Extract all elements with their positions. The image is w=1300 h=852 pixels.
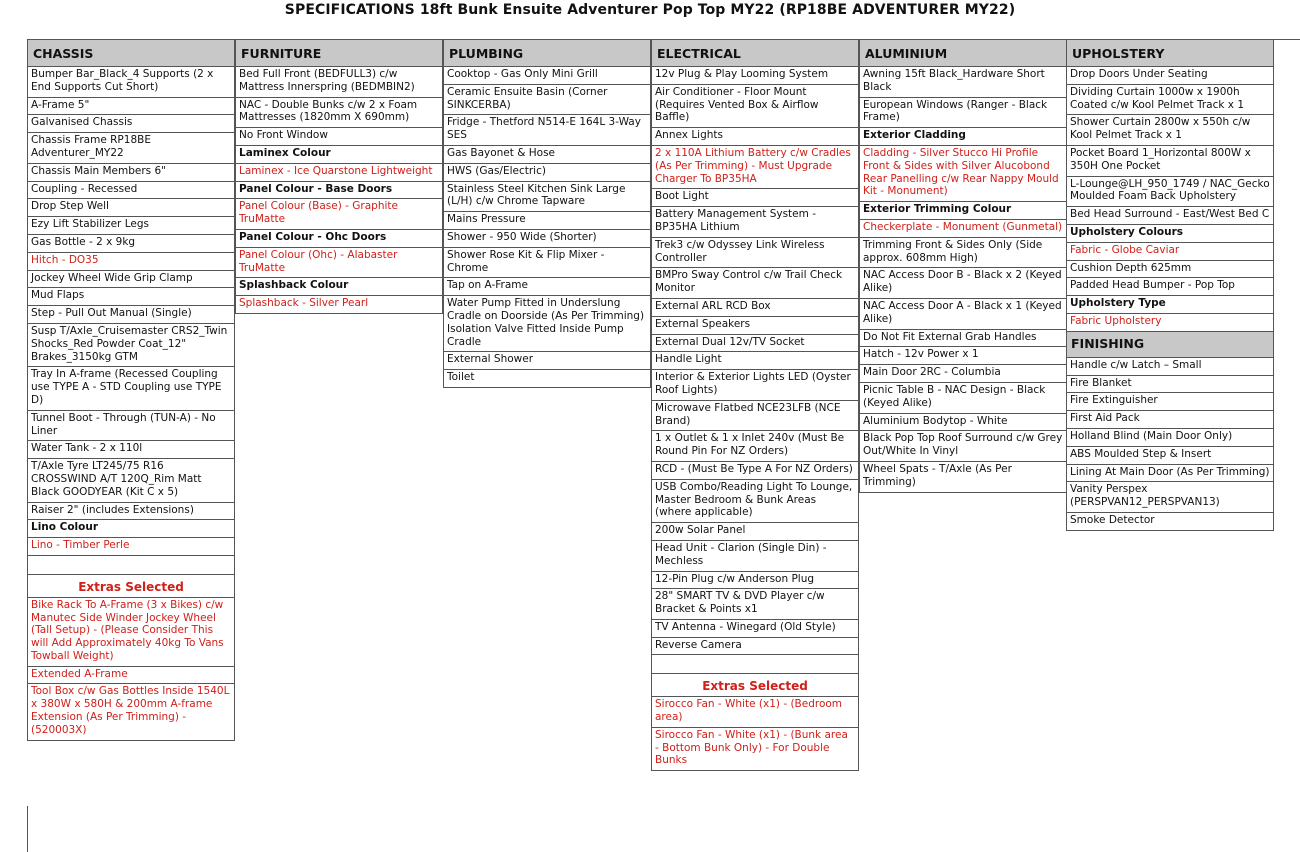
spec-item: Main Door 2RC - Columbia xyxy=(860,365,1066,383)
selected-option: Hitch - DO35 xyxy=(28,253,234,271)
selected-option: 2 x 110A Lithium Battery c/w Cradles (As Per Trimming) - Must Upgrade Charger To BP35HA xyxy=(652,146,858,189)
selected-option: Sirocco Fan - White (x1) - (Bunk area - Bottom Bunk Only) - For Double Bunks xyxy=(652,728,858,771)
spec-item: ABS Moulded Step & Insert xyxy=(1067,447,1273,465)
selected-option: Sirocco Fan - White (x1) - (Bedroom area) xyxy=(652,697,858,728)
spec-item: Microwave Flatbed NCE23LFB (NCE Brand) xyxy=(652,401,858,432)
spec-item: Mud Flaps xyxy=(28,288,234,306)
column-heading: FURNITURE xyxy=(236,39,442,67)
selected-option: Panel Colour (Ohc) - Alabaster TruMatte xyxy=(236,248,442,279)
spec-item: Water Tank - 2 x 110l xyxy=(28,441,234,459)
spec-item: Drop Step Well xyxy=(28,199,234,217)
spec-item: Lining At Main Door (As Per Trimming) xyxy=(1067,465,1273,483)
spec-item: Holland Blind (Main Door Only) xyxy=(1067,429,1273,447)
selected-option: Tool Box c/w Gas Bottles Inside 1540L x 380W x 580H & 200mm A-frame Extension (As Per Trimming) - (520003X) xyxy=(28,684,234,740)
extras-heading: Extras Selected xyxy=(28,575,234,598)
spec-item: NAC Access Door A - Black x 1 (Keyed Alike) xyxy=(860,299,1066,330)
spec-item: Shower Curtain 2800w x 550h c/w Kool Pelmet Track x 1 xyxy=(1067,115,1273,146)
spec-item: European Windows (Ranger - Black Frame) xyxy=(860,98,1066,129)
spec-item: External Shower xyxy=(444,352,650,370)
column-heading: UPHOLSTERY xyxy=(1067,39,1273,67)
spec-item: Air Conditioner - Floor Mount (Requires Vented Box & Airflow Baffle) xyxy=(652,85,858,128)
spec-item: Head Unit - Clarion (Single Din) - Mechless xyxy=(652,541,858,572)
spec-item: Cooktop - Gas Only Mini Grill xyxy=(444,67,650,85)
spec-item: BMPro Sway Control c/w Trail Check Monitor xyxy=(652,268,858,299)
selected-option: Checkerplate - Monument (Gunmetal) xyxy=(860,220,1066,238)
column-heading: CHASSIS xyxy=(28,39,234,67)
spec-item: Bumper Bar_Black_4 Supports (2 x End Supports Cut Short) xyxy=(28,67,234,98)
document-title: SPECIFICATIONS 18ft Bunk Ensuite Adventurer Pop Top MY22 (RP18BE ADVENTURER MY22) xyxy=(284,2,1016,18)
spec-item: Water Pump Fitted in Underslung Cradle on Doorside (As Per Trimming) Isolation Valve Fitted Inside Pump Cradle xyxy=(444,296,650,352)
subsection-heading: Exterior Cladding xyxy=(860,128,1066,146)
selected-option: Laminex - Ice Quarstone Lightweight xyxy=(236,164,442,182)
spec-item: Trimming Front & Sides Only (Side approx. 608mm High) xyxy=(860,238,1066,269)
spec-item: 1 x Outlet & 1 x Inlet 240v (Must Be Round Pin For NZ Orders) xyxy=(652,431,858,462)
spec-item: USB Combo/Reading Light To Lounge, Master Bedroom & Bunk Areas (where applicable) xyxy=(652,480,858,523)
spec-item: Ceramic Ensuite Basin (Corner SINKCERBA) xyxy=(444,85,650,116)
selected-option: Fabric - Globe Caviar xyxy=(1067,243,1273,261)
subsection-heading: Upholstery Colours xyxy=(1067,225,1273,243)
spec-item: 12v Plug & Play Looming System xyxy=(652,67,858,85)
spec-item: NAC Access Door B - Black x 2 (Keyed Alike) xyxy=(860,268,1066,299)
subsection-heading: Lino Colour xyxy=(28,520,234,538)
spec-item: Mains Pressure xyxy=(444,212,650,230)
spec-item: Stainless Steel Kitchen Sink Large (L/H) c/w Chrome Tapware xyxy=(444,182,650,213)
column-furniture xyxy=(235,39,443,314)
subsection-heading: Exterior Trimming Colour xyxy=(860,202,1066,220)
spec-item: Handle c/w Latch – Small xyxy=(1067,358,1273,376)
blank-row xyxy=(28,556,234,575)
spec-item: Fridge - Thetford N514-E 164L 3-Way SES xyxy=(444,115,650,146)
selected-option: Splashback - Silver Pearl xyxy=(236,296,442,314)
selected-option: Bike Rack To A-Frame (3 x Bikes) c/w Manutec Side Winder Jockey Wheel (Tall Setup) - (Please Consider This will Add Approximately 40kg To Vans Towball Weight) xyxy=(28,598,234,667)
spec-item: Dividing Curtain 1000w x 1900h Coated c/w Kool Pelmet Track x 1 xyxy=(1067,85,1273,116)
spec-item: Interior & Exterior Lights LED (Oyster Roof Lights) xyxy=(652,370,858,401)
subsection-heading: Splashback Colour xyxy=(236,278,442,296)
subsection-heading: Panel Colour - Ohc Doors xyxy=(236,230,442,248)
spec-item: L-Lounge@LH_950_1749 / NAC_Gecko Moulded Foam Back Upholstery xyxy=(1067,177,1273,208)
spec-item: Bed Full Front (BEDFULL3) c/w Mattress Innerspring (BEDMBIN2) xyxy=(236,67,442,98)
spec-item: Toilet xyxy=(444,370,650,388)
selected-option: Fabric Upholstery xyxy=(1067,314,1273,332)
section-heading: FINISHING xyxy=(1067,332,1273,358)
spec-item: Gas Bayonet & Hose xyxy=(444,146,650,164)
spec-item: Galvanised Chassis xyxy=(28,115,234,133)
subsection-heading: Panel Colour - Base Doors xyxy=(236,182,442,200)
spec-item: NAC - Double Bunks c/w 2 x Foam Mattresses (1820mm X 690mm) xyxy=(236,98,442,129)
spec-item: Annex Lights xyxy=(652,128,858,146)
subsection-heading: Upholstery Type xyxy=(1067,296,1273,314)
spec-item: 28" SMART TV & DVD Player c/w Bracket & Points x1 xyxy=(652,589,858,620)
column-heading: PLUMBING xyxy=(444,39,650,67)
spec-item: Awning 15ft Black_Hardware Short Black xyxy=(860,67,1066,98)
spec-item: Battery Management System - BP35HA Lithium xyxy=(652,207,858,238)
spec-item: Padded Head Bumper - Pop Top xyxy=(1067,278,1273,296)
spec-item: Raiser 2" (includes Extensions) xyxy=(28,503,234,521)
subsection-heading: Laminex Colour xyxy=(236,146,442,164)
spec-item: External ARL RCD Box xyxy=(652,299,858,317)
column-heading: ELECTRICAL xyxy=(652,39,858,67)
extras-heading: Extras Selected xyxy=(652,674,858,697)
spec-item: Shower - 950 Wide (Shorter) xyxy=(444,230,650,248)
spec-item: Hatch - 12v Power x 1 xyxy=(860,347,1066,365)
selected-option: Extended A-Frame xyxy=(28,667,234,685)
column-aluminium xyxy=(859,39,1067,493)
spec-item: Wheel Spats - T/Axle (As Per Trimming) xyxy=(860,462,1066,493)
spec-item: First Aid Pack xyxy=(1067,411,1273,429)
spec-item: Bed Head Surround - East/West Bed C xyxy=(1067,207,1273,225)
spec-item: Black Pop Top Roof Surround c/w Grey Out/White In Vinyl xyxy=(860,431,1066,462)
spec-item: External Dual 12v/TV Socket xyxy=(652,335,858,353)
spec-item: Reverse Camera xyxy=(652,638,858,656)
page-continuation-line xyxy=(27,806,28,852)
spec-item: Cushion Depth 625mm xyxy=(1067,261,1273,279)
spec-item: Gas Bottle - 2 x 9kg xyxy=(28,235,234,253)
spec-item: Step - Pull Out Manual (Single) xyxy=(28,306,234,324)
blank-row xyxy=(652,655,858,674)
selected-option: Panel Colour (Base) - Graphite TruMatte xyxy=(236,199,442,230)
spec-item: Coupling - Recessed xyxy=(28,182,234,200)
spec-item: Drop Doors Under Seating xyxy=(1067,67,1273,85)
spec-item: 12-Pin Plug c/w Anderson Plug xyxy=(652,572,858,590)
spec-item: TV Antenna - Winegard (Old Style) xyxy=(652,620,858,638)
column-chassis xyxy=(27,39,235,741)
column-plumbing xyxy=(443,39,651,388)
spec-item: Fire Blanket xyxy=(1067,376,1273,394)
spec-item: Fire Extinguisher xyxy=(1067,393,1273,411)
spec-item: RCD - (Must Be Type A For NZ Orders) xyxy=(652,462,858,480)
header-rule xyxy=(1272,39,1300,40)
spec-item: Vanity Perspex (PERSPVAN12_PERSPVAN13) xyxy=(1067,482,1273,513)
selected-option: Lino - Timber Perle xyxy=(28,538,234,556)
selected-option: Cladding - Silver Stucco Hi Profile Front & Sides with Silver Alucobond Rear Panelling c/w Rear Nappy Mould Kit - Monument) xyxy=(860,146,1066,202)
spec-item: HWS (Gas/Electric) xyxy=(444,164,650,182)
spec-item: Susp T/Axle_Cruisemaster CRS2_Twin Shocks_Red Powder Coat_12" Brakes_3150kg GTM xyxy=(28,324,234,367)
spec-item: No Front Window xyxy=(236,128,442,146)
spec-item: Trek3 c/w Odyssey Link Wireless Controller xyxy=(652,238,858,269)
spec-item: Picnic Table B - NAC Design - Black (Keyed Alike) xyxy=(860,383,1066,414)
spec-item: Tunnel Boot - Through (TUN-A) - No Liner xyxy=(28,411,234,442)
spec-item: Chassis Frame RP18BE Adventurer_MY22 xyxy=(28,133,234,164)
spec-item: Handle Light xyxy=(652,352,858,370)
spec-item: Ezy Lift Stabilizer Legs xyxy=(28,217,234,235)
spec-item: External Speakers xyxy=(652,317,858,335)
column-electrical xyxy=(651,39,859,771)
spec-item: 200w Solar Panel xyxy=(652,523,858,541)
column-upholstery xyxy=(1066,39,1274,531)
spec-item: Do Not Fit External Grab Handles xyxy=(860,330,1066,348)
spec-item: Chassis Main Members 6" xyxy=(28,164,234,182)
spec-item: Tap on A-Frame xyxy=(444,278,650,296)
spec-item: T/Axle Tyre LT245/75 R16 CROSSWIND A/T 120Q_Rim Matt Black GOODYEAR (Kit C x 5) xyxy=(28,459,234,502)
spec-item: Aluminium Bodytop - White xyxy=(860,414,1066,432)
spec-item: Pocket Board 1_Horizontal 800W x 350H One Pocket xyxy=(1067,146,1273,177)
spec-item: Tray In A-frame (Recessed Coupling use TYPE A - STD Coupling use TYPE D) xyxy=(28,367,234,410)
spec-item: Boot Light xyxy=(652,189,858,207)
column-heading: ALUMINIUM xyxy=(860,39,1066,67)
spec-item: Shower Rose Kit & Flip Mixer - Chrome xyxy=(444,248,650,279)
spec-item: Smoke Detector xyxy=(1067,513,1273,531)
spec-item: A-Frame 5" xyxy=(28,98,234,116)
spec-item: Jockey Wheel Wide Grip Clamp xyxy=(28,271,234,289)
